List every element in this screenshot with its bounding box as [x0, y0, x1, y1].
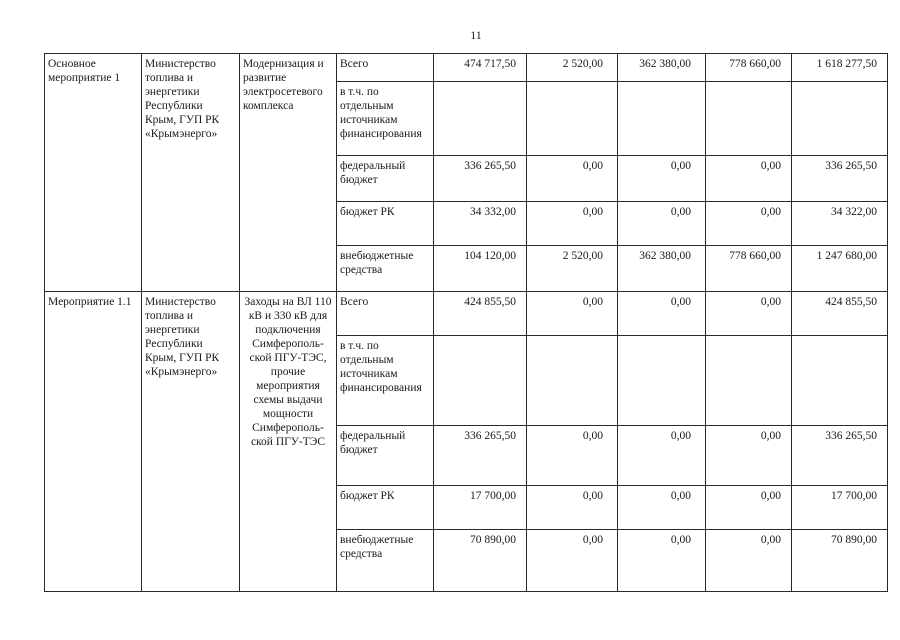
value-cell: 0,00 [527, 202, 618, 246]
value-cell: 1 247 680,00 [792, 246, 888, 292]
value-cell: 34 322,00 [792, 202, 888, 246]
value-cell [706, 82, 792, 156]
value-cell: 0,00 [706, 292, 792, 336]
value-cell: 0,00 [706, 202, 792, 246]
budget-table [44, 53, 888, 592]
value-cell: 17 700,00 [792, 486, 888, 530]
value-cell: 1 618 277,50 [792, 54, 888, 82]
value-cell: 0,00 [527, 156, 618, 202]
executor-cell: Министерство топлива и энергетики Республики Крым, ГУП РК «Крымэнерго» [142, 292, 240, 592]
executor-cell: Министерство топлива и энергетики Республики Крым, ГУП РК «Крымэнерго» [142, 54, 240, 292]
source-cell: в т.ч. по отдельным источникам финансирования [337, 336, 434, 426]
activity-cell: Основное мероприятие 1 [45, 54, 142, 292]
value-cell: 0,00 [527, 530, 618, 592]
source-cell: федеральный бюджет [337, 426, 434, 486]
value-cell [434, 336, 527, 426]
value-cell: 0,00 [527, 292, 618, 336]
source-cell: внебюджетные средства [337, 530, 434, 592]
source-cell: внебюджетные средства [337, 246, 434, 292]
value-cell: 0,00 [706, 530, 792, 592]
value-cell [527, 82, 618, 156]
value-cell: 17 700,00 [434, 486, 527, 530]
value-cell: 0,00 [706, 426, 792, 486]
source-cell: бюджет РК [337, 202, 434, 246]
value-cell: 70 890,00 [792, 530, 888, 592]
value-cell: 424 855,50 [434, 292, 527, 336]
value-cell: 0,00 [706, 486, 792, 530]
value-cell: 336 265,50 [434, 156, 527, 202]
value-cell [706, 336, 792, 426]
value-cell: 778 660,00 [706, 54, 792, 82]
value-cell: 0,00 [618, 292, 706, 336]
value-cell: 0,00 [618, 530, 706, 592]
value-cell [618, 82, 706, 156]
value-cell: 0,00 [618, 426, 706, 486]
table-row [45, 54, 888, 82]
page-number: 11 [470, 28, 482, 42]
description-cell: Заходы на ВЛ 110 кВ и 330 кВ для подключения Симферополь-ской ПГУ-ТЭС, прочие мероприятия схемы выдачи мощности Симферополь-ской ПГУ-ТЭС [240, 292, 337, 592]
value-cell: 336 265,50 [434, 426, 527, 486]
value-cell: 0,00 [618, 486, 706, 530]
value-cell: 0,00 [706, 156, 792, 202]
value-cell: 424 855,50 [792, 292, 888, 336]
description-cell: Модернизация и развитие электросетевого комплекса [240, 54, 337, 292]
source-cell: федеральный бюджет [337, 156, 434, 202]
value-cell: 474 717,50 [434, 54, 527, 82]
value-cell: 0,00 [527, 486, 618, 530]
value-cell [527, 336, 618, 426]
value-cell: 336 265,50 [792, 426, 888, 486]
value-cell: 362 380,00 [618, 246, 706, 292]
value-cell [434, 82, 527, 156]
table-row [45, 292, 888, 336]
source-cell: бюджет РК [337, 486, 434, 530]
value-cell: 0,00 [527, 426, 618, 486]
value-cell: 0,00 [618, 202, 706, 246]
value-cell: 104 120,00 [434, 246, 527, 292]
value-cell: 2 520,00 [527, 246, 618, 292]
value-cell: 34 332,00 [434, 202, 527, 246]
source-cell: Всего [337, 54, 434, 82]
value-cell [792, 82, 888, 156]
value-cell [618, 336, 706, 426]
value-cell: 70 890,00 [434, 530, 527, 592]
source-cell: в т.ч. по отдельным источникам финансирования [337, 82, 434, 156]
activity-cell: Мероприятие 1.1 [45, 292, 142, 592]
source-cell: Всего [337, 292, 434, 336]
value-cell: 0,00 [618, 156, 706, 202]
value-cell: 2 520,00 [527, 54, 618, 82]
value-cell: 336 265,50 [792, 156, 888, 202]
value-cell: 778 660,00 [706, 246, 792, 292]
value-cell: 362 380,00 [618, 54, 706, 82]
value-cell [792, 336, 888, 426]
